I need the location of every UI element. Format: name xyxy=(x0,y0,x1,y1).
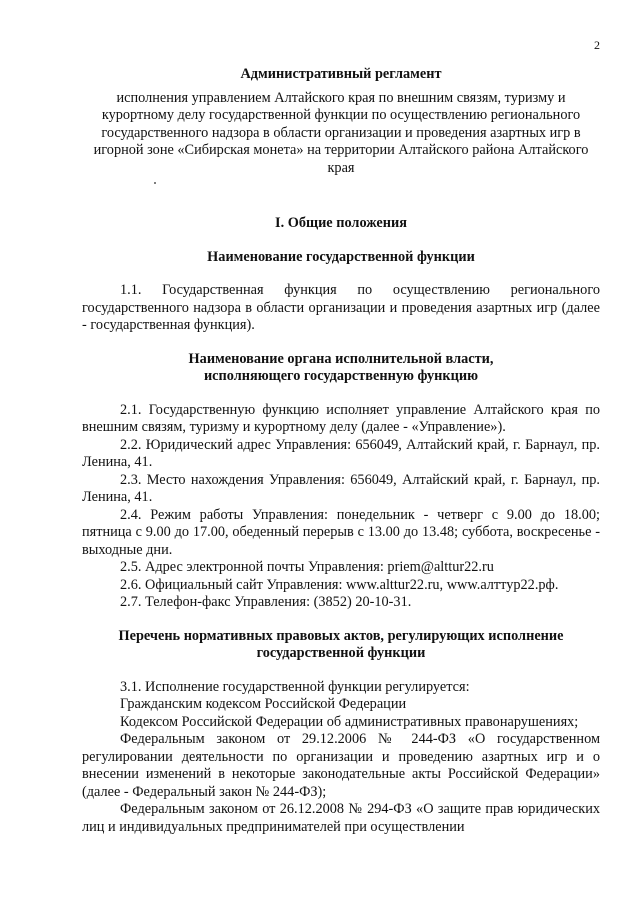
paragraph-2-2: 2.2. Юридический адрес Управления: 656049, Алтайский край, г. Барнаул, пр. Ленина, 41. xyxy=(82,436,600,470)
heading-acts-line1: Перечень нормативных правовых актов, регулирующих исполнение xyxy=(118,627,564,644)
paragraph-1-1: 1.1. Государственная функция по осуществлению регионального государственного надзора в области организации и проведения азартных игр (далее - государственная функция). xyxy=(82,282,600,333)
paragraph-2-3: 2.3. Место нахождения Управления: 656049, Алтайский край, г. Барнаул, пр. Ленина, 41. xyxy=(82,471,600,505)
paragraph-fz-244: Федеральным законом от 29.12.2006 № 244-ФЗ «О государственном регулировании деятельности по организации и проведению азартных игр и о внесении изменений в некоторые законодательные акты Российской Федерации» (далее - Федеральный закон № 244-ФЗ); xyxy=(82,731,600,800)
paragraph-2-5: 2.5. Адрес электронной почты Управления: priem@alttur22.ru xyxy=(120,559,494,575)
page-number: 2 xyxy=(594,38,600,52)
paragraph-fz-294: Федеральным законом от 26.12.2008 № 294-ФЗ «О защите прав юридических лиц и индивидуальных предпринимателей при осуществлении xyxy=(82,801,600,835)
document-subtitle: исполнения управлением Алтайского края по внешним связям, туризму и курортному делу государственной функции по осуществлению регионального государственного надзора в области организации и проведения азартных игр в игорной зоне «Сибирская монета» на территории Алтайского района Алтайского края xyxy=(93,89,589,176)
heading-function-name: Наименование государственной функции xyxy=(207,248,475,265)
heading-acts-line2: государственной функции xyxy=(256,645,426,661)
heading-organ-line1: Наименование органа исполнительной власти, xyxy=(188,350,494,367)
paragraph-3-1: 3.1. Исполнение государственной функции регулируется: xyxy=(120,678,470,695)
paragraph-2-7: 2.7. Телефон-факс Управления: (3852) 20-10-31. xyxy=(120,594,412,610)
paragraph-2-6: 2.6. Официальный сайт Управления: www.alttur22.ru, www.алттур22.рф. xyxy=(120,576,559,593)
paragraph-2-1: 2.1. Государственную функцию исполняет управление Алтайского края по внешним связям, туризму и курортному делу (далее - «Управление»). xyxy=(82,401,600,435)
paragraph-koap: Кодексом Российской Федерации об административных правонарушениях; xyxy=(120,713,579,730)
section-heading-general: I. Общие положения xyxy=(275,215,407,231)
paragraph-civil-code: Гражданским кодексом Российской Федерации xyxy=(120,696,407,712)
heading-organ-line2: исполняющего государственную функцию xyxy=(203,368,479,384)
paragraph-2-4: 2.4. Режим работы Управления: понедельник - четверг с 9.00 до 18.00; пятница с 9.00 до 17.00, обеденный перерыв с 13.00 до 13.48; суббота, воскресенье - выходные дни. xyxy=(82,506,600,558)
document-title: Административный регламент xyxy=(240,66,442,82)
document-body xyxy=(82,64,600,836)
